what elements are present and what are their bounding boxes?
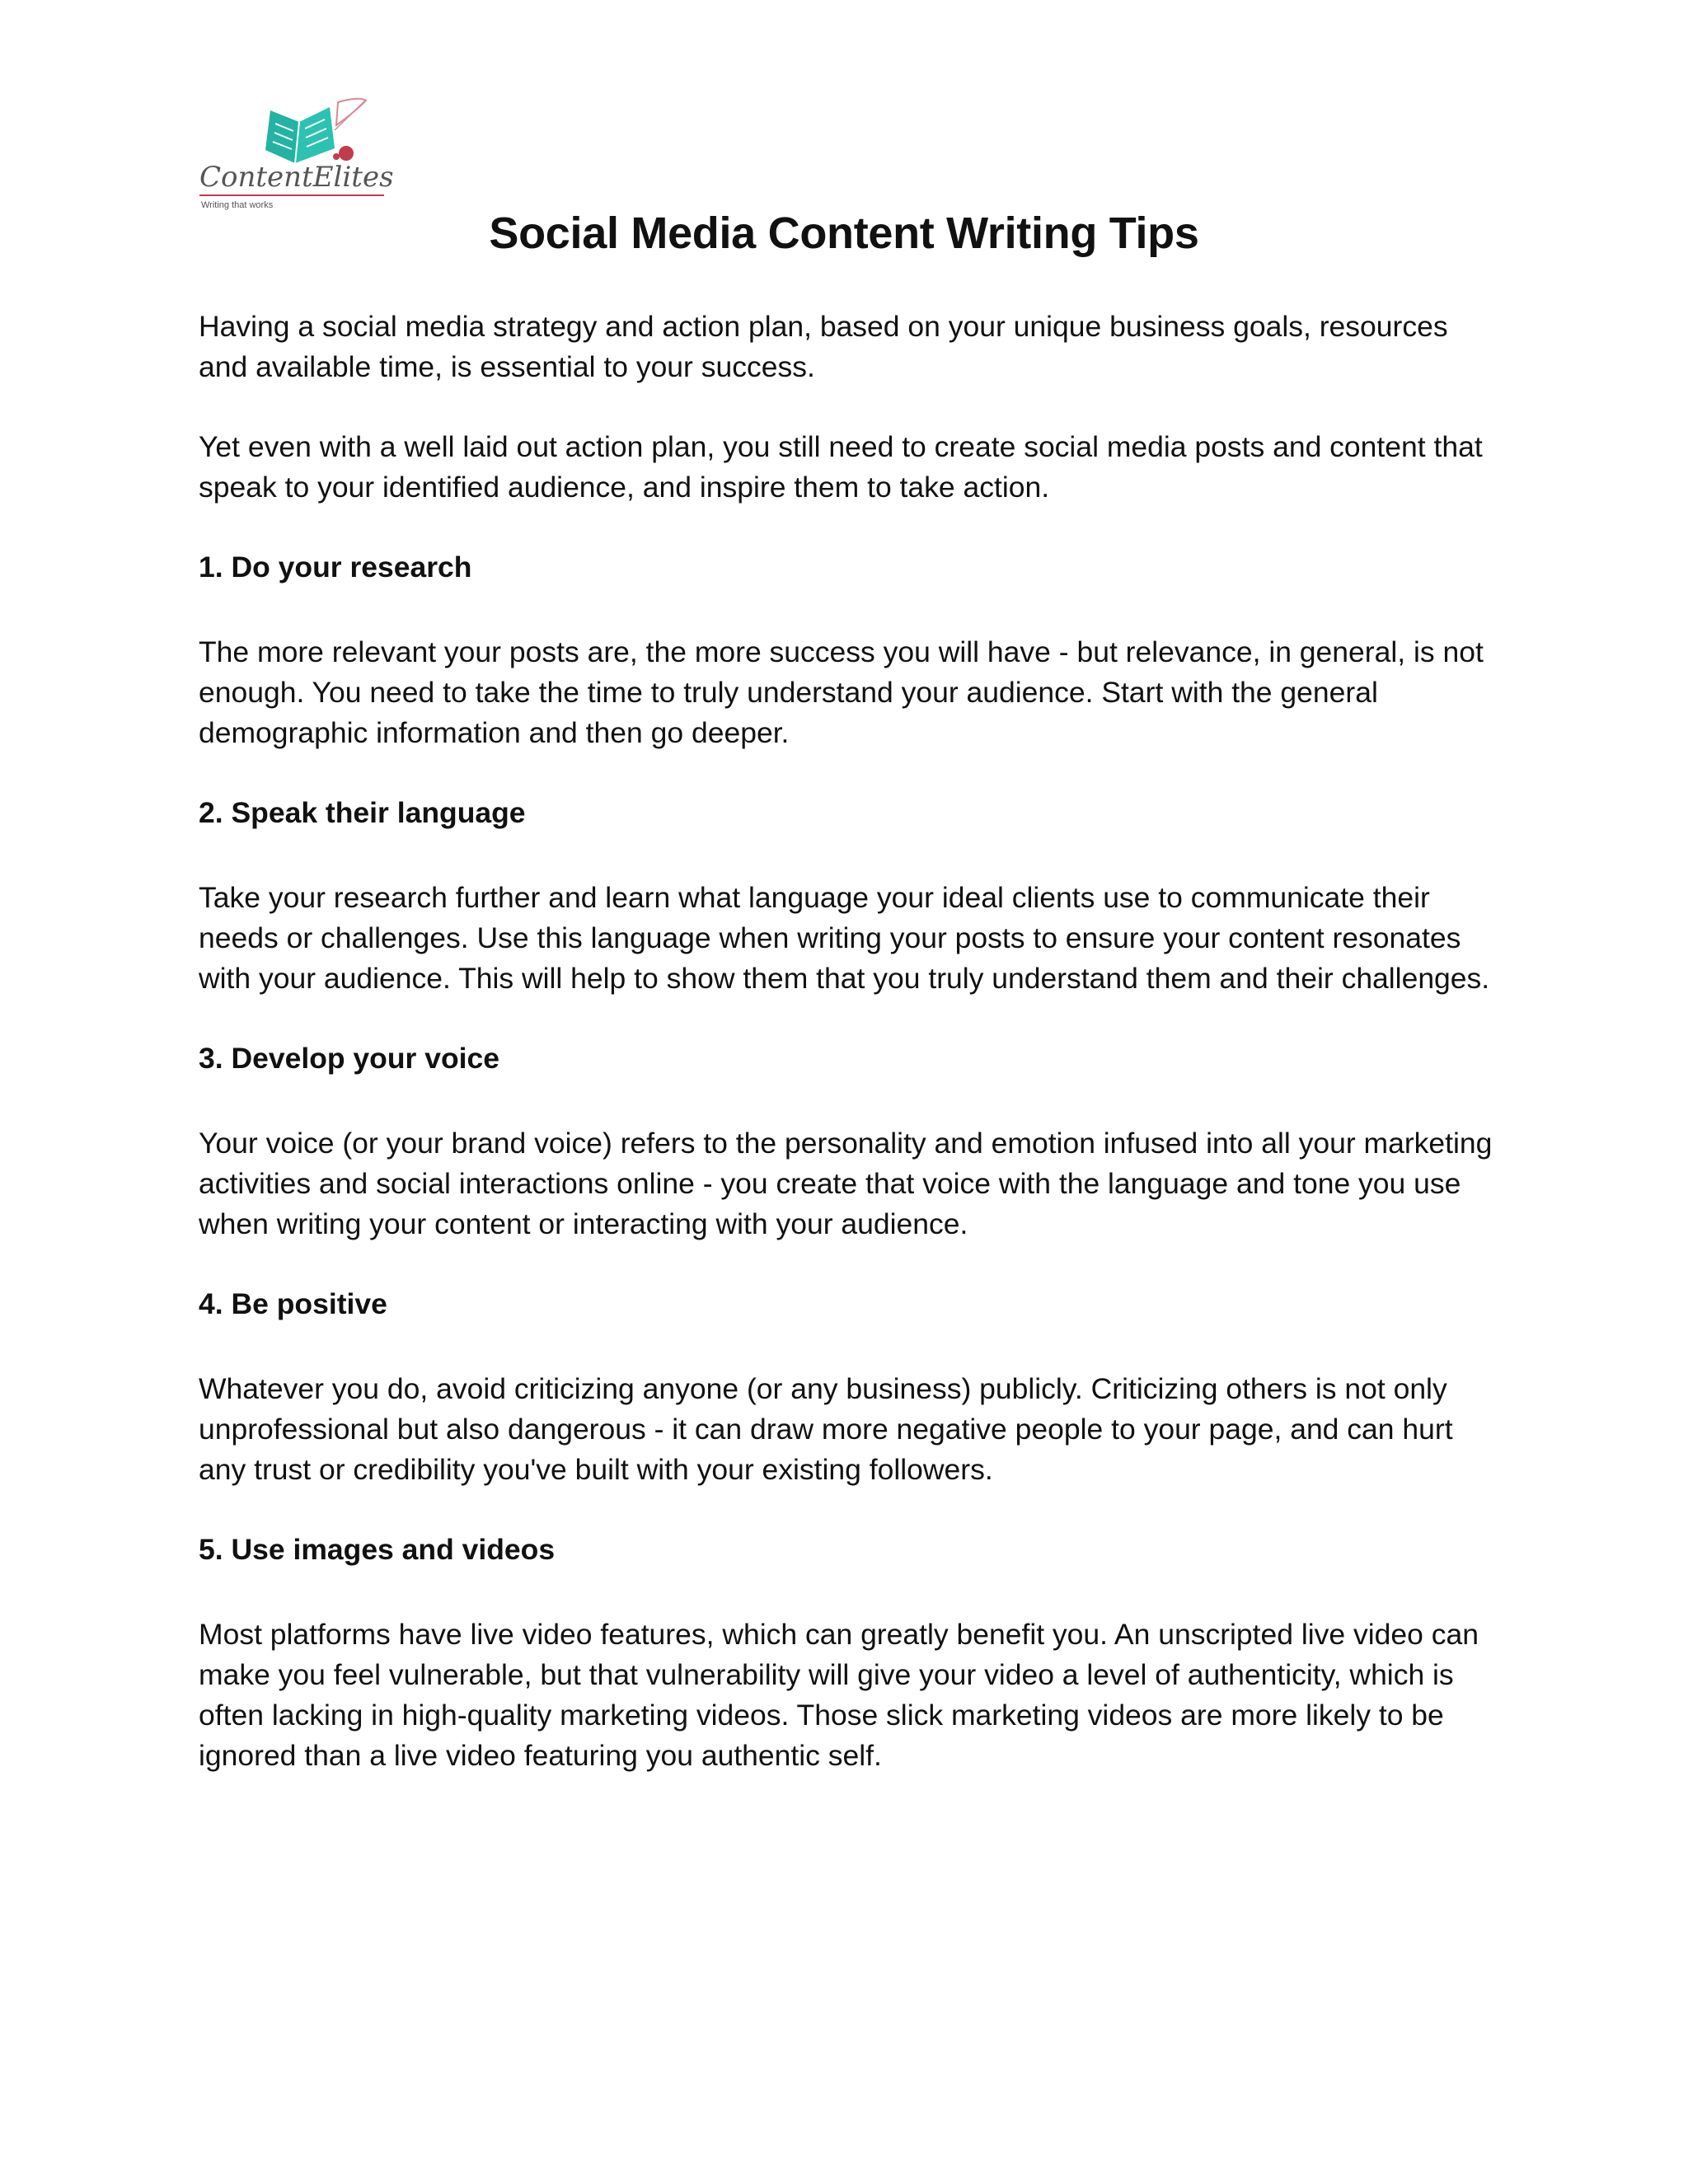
company-logo	[196, 97, 394, 213]
section-heading: 2. Speak their language	[199, 796, 526, 829]
intro-paragraph: Yet even with a well laid out action plan, you still need to create social media posts and content that speak to your identified audience, and inspire them to take action.	[199, 430, 1483, 504]
page-title: Social Media Content Writing Tips	[489, 209, 1199, 258]
section-paragraph: Your voice (or your brand voice) refers to the personality and emotion infused into all your marketing activities and social interactions online - you create that voice with the language and tone you use when writing your content or interacting with your audience.	[199, 1127, 1493, 1240]
document-body	[199, 307, 1501, 1816]
section-heading: 4. Be positive	[199, 1287, 387, 1320]
logo-tagline: Writing that works	[201, 200, 274, 210]
section-paragraph: Whatever you do, avoid criticizing anyone (or any business) publicly. Criticizing others is not only unprofessional but also dangerous - it can draw more negative people to your page, and can hurt any trust or credibility you've built with your existing followers.	[199, 1372, 1453, 1486]
section-heading: 1. Do your research	[199, 551, 472, 583]
logo-wordmark: ContentElites	[199, 161, 394, 194]
section-heading: 5. Use images and videos	[199, 1533, 556, 1566]
section-paragraph: The more relevant your posts are, the more success you will have - but relevance, in general, is not enough. You need to take the time to truly understand your audience. Start with the general demographic information and then go deeper.	[199, 635, 1484, 749]
intro-paragraph: Having a social media strategy and action plan, based on your unique business goals, resources and available time, is essential to your success.	[199, 310, 1448, 383]
book-quill-logo-icon	[196, 97, 394, 213]
section-paragraph: Take your research further and learn what language your ideal clients use to communicate their needs or challenges. Use this language when writing your posts to ensure your content resonates with your audience. This will help to show them that you truly understand them and their challenges.	[199, 881, 1490, 995]
section-heading: 3. Develop your voice	[199, 1042, 500, 1075]
section-paragraph: Most platforms have live video features, which can greatly benefit you. An unscripted live video can make you feel vulnerable, but that vulnerability will give your video a level of authenticity, which is often lacking in high-quality marketing videos. Those slick marketing videos are more likely to be ignored than a live video featuring you authentic self.	[199, 1618, 1479, 1772]
